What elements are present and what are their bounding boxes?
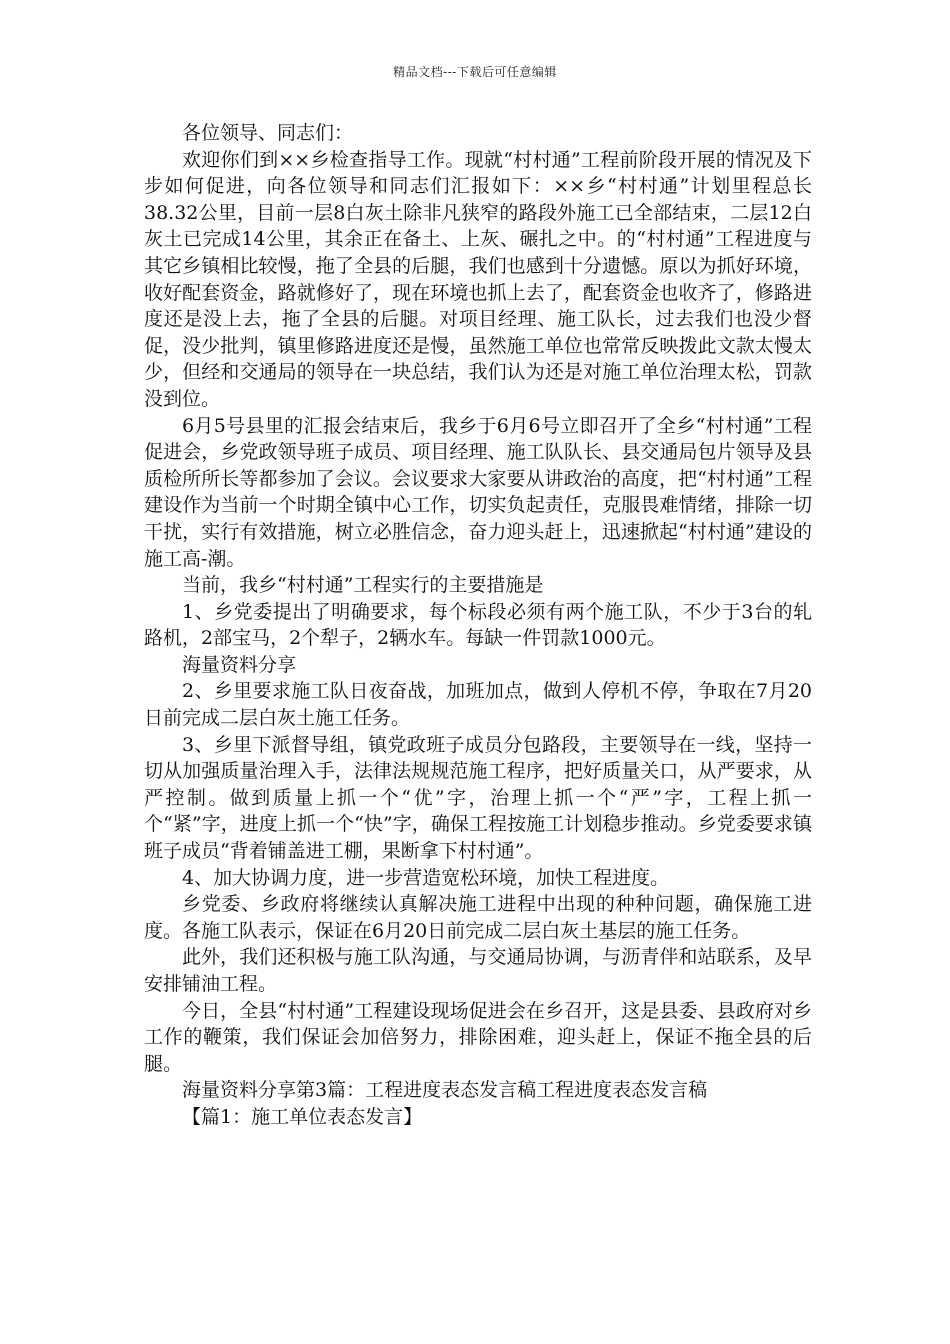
body-paragraph: 此外，我们还积极与施工队沟通，与交通局协调，与沥青伴和站联系，及早安排铺油工程。 bbox=[144, 946, 812, 995]
body-paragraph: 今日，全县“村村通”工程建设现场促进会在乡召开，这是县委、县政府对乡工作的鞭策，我们保证会加倍努力，排除困难，迎头赶上，保证不拖全县的后腿。 bbox=[144, 999, 812, 1075]
body-paragraph: 乡党委、乡政府将继续认真解决施工进程中出现的种种问题，确保施工进度。各施工队表示，保证在6月20日前完成二层白灰土基层的施工任务。 bbox=[144, 893, 812, 942]
greeting-paragraph: 各位领导、同志们： bbox=[182, 122, 354, 144]
list-item: 4、加大协调力度，进一步营造宽松环境，加快工程进度。 bbox=[182, 866, 670, 889]
page-header: 精品文档---下载后可任意编辑 bbox=[393, 65, 557, 79]
body-paragraph: 欢迎你们到××乡检查指导工作。现就“村村通”工程前阶段开展的情况及下步如何促进，向各位领导和同志们汇报如下：××乡“村村通”计划里程总长38.32公里，目前一层8白灰土除非凡狭窄的路段外施工已全部结束，二层12白灰土已完成14公里，其余正在备土、上灰、碾扎之中。的“村村通”工程进度与其它乡镇相比较慢，拖了全县的后腿，我们也感到十分遗憾。原以为抓好环境，收好配套资金，路就修好了，现在环境也抓上去了，配套资金也收齐了，修路进度还是没上去，拖了全县的后腿。对项目经理、施工队长，过去我们也没少督促，没少批判，镇里修路进度还是慢，虽然施工单位也常常反映拨此文款太慢太少，但经和交通局的领导在一块总结，我们认为还是对施工单位治理太松，罚款没到位。 bbox=[144, 148, 812, 410]
body-paragraph: 海量资料分享 bbox=[182, 653, 297, 676]
list-item: 2、乡里要求施工队日夜奋战，加班加点，做到人停机不停，争取在7月20日前完成二层白灰土施工任务。 bbox=[144, 680, 812, 730]
section-title: 【篇1：施工单位表态发言】 bbox=[182, 1105, 423, 1128]
body-paragraph: 6月5号县里的汇报会结束后，我乡于6月6号立即召开了全乡“村村通”工程促进会，乡党政领导班子成员、项目经理、施工队队长、县交通局包片领导及县质检所所长等都参加了会议。会议要求大家要从讲政治的高度，把“村村通”工程建设作为当前一个时期全镇中心工作，切实负起责任，克服畏难情绪，排除一切干扰，实行有效措施，树立必胜信念，奋力迎头赶上，迅速掀起“村村通”建设的施工高-潮。 bbox=[144, 414, 812, 570]
body-paragraph: 当前，我乡“村村通”工程实行的主要措施是 bbox=[182, 574, 544, 597]
document-body bbox=[144, 120, 812, 1131]
list-item: 3、乡里下派督导组，镇党政班子成员分包路段，主要领导在一线，坚持一切从加强质量治理入手，法律法规规范施工程序，把好质量关口，从严要求，从严控制。做到质量上抓一个“优”字，治理上抓一个“严”字，工程上抓一个“紧”字，进度上抓一个“快”字，确保工程按施工计划稳步推动。乡党委要求镇班子成员“背着铺盖进工棚，果断拿下村村通”。 bbox=[144, 733, 812, 863]
body-paragraph: 海量资料分享第3篇：工程进度表态发言稿工程进度表态发言稿 bbox=[182, 1079, 708, 1102]
list-item: 1、乡党委提出了明确要求，每个标段必须有两个施工队，不少于3台的轧路机，2部宝马，2个犁子，2辆水车。每缺一件罚款1000元。 bbox=[144, 600, 812, 650]
